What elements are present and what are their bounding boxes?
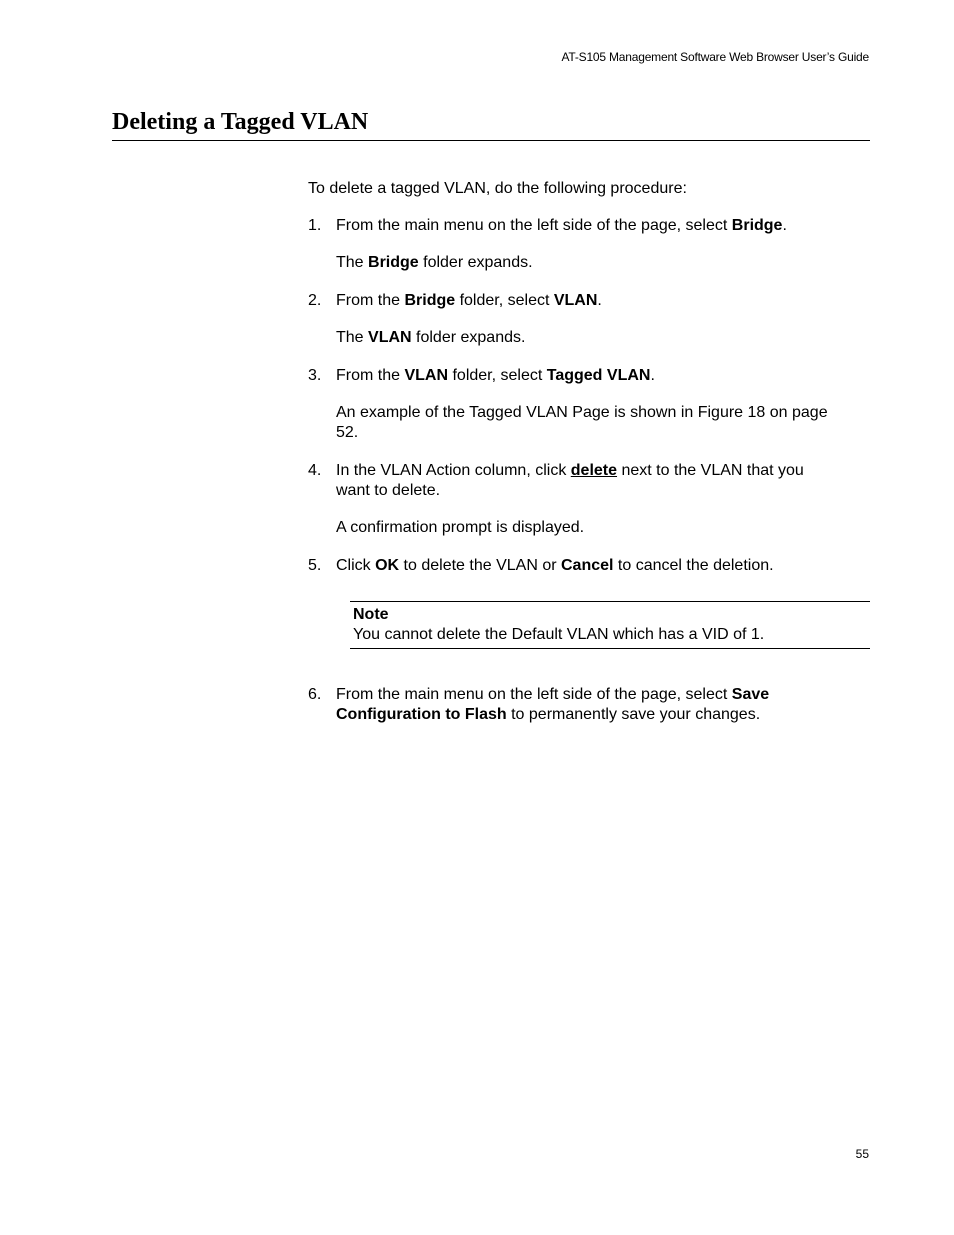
note-title: Note xyxy=(353,606,389,623)
section-title: Deleting a Tagged VLAN xyxy=(112,109,369,135)
note-box xyxy=(350,601,870,649)
step-2-number: 2. xyxy=(308,292,322,309)
step-1-text: From the main menu on the left side of the page, select Bridge. xyxy=(336,217,787,234)
step-4-text-line-2: want to delete. xyxy=(336,482,441,499)
note-text: You cannot delete the Default VLAN which has a VID of 1. xyxy=(353,626,765,643)
step-4-number: 4. xyxy=(308,462,322,479)
step-5-number: 5. xyxy=(308,557,322,574)
intro-paragraph: To delete a tagged VLAN, do the following procedure: xyxy=(308,180,687,197)
page-number: 55 xyxy=(855,1147,869,1161)
delete-link-label: delete xyxy=(570,462,618,479)
step-3-result-line-2: 52. xyxy=(336,424,359,441)
step-4-text: In the VLAN Action column, click delete next to the VLAN that you xyxy=(336,462,804,479)
step-2-result: The VLAN folder expands. xyxy=(336,329,526,346)
step-3-text: From the VLAN folder, select Tagged VLAN. xyxy=(336,367,655,384)
step-4-result: A confirmation prompt is displayed. xyxy=(336,519,585,536)
step-2-text: From the Bridge folder, select VLAN. xyxy=(336,292,602,309)
step-6-text-line-2: Configuration to Flash to permanently save your changes. xyxy=(336,706,761,723)
step-6-text: From the main menu on the left side of the page, select Save xyxy=(336,686,770,703)
step-6-number: 6. xyxy=(308,686,322,703)
step-1-result: The Bridge folder expands. xyxy=(336,254,533,271)
step-3-result-line-1: An example of the Tagged VLAN Page is shown in Figure 18 on page xyxy=(336,404,828,421)
title-rule xyxy=(112,140,870,141)
step-1-number: 1. xyxy=(308,217,322,234)
step-5-text: Click OK to delete the VLAN or Cancel to cancel the deletion. xyxy=(336,557,774,574)
running-header: AT-S105 Management Software Web Browser User’s Guide xyxy=(561,50,869,64)
step-3-number: 3. xyxy=(308,367,322,384)
